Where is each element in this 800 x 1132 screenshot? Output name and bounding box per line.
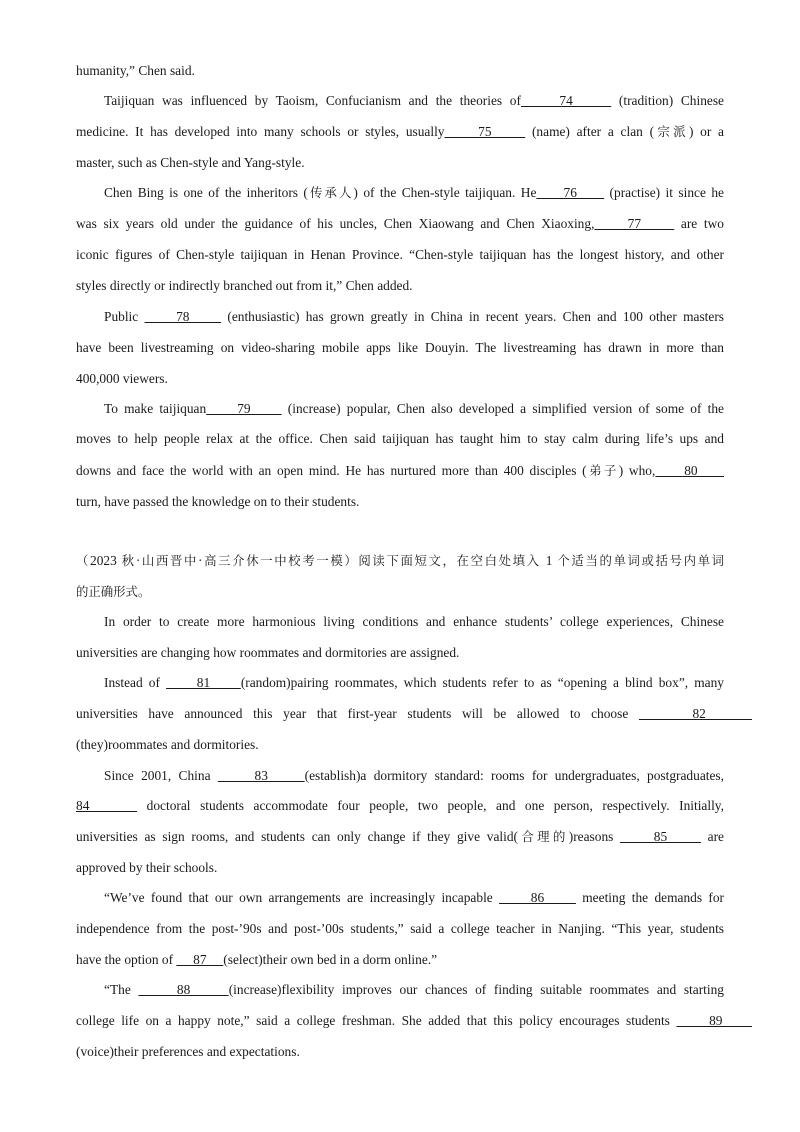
answer-blank-84[interactable]: 84 [76,798,138,813]
header-line [76,583,724,601]
passage-line: universities as sign rooms, and students can only change if they give valid(合理的)reasons 85 are [76,829,724,844]
passage-line: “The 88 (increase)flexibility improves our chances of finding suitable roommates and starting [104,982,725,997]
cjk-text: 合理的 [517,829,569,844]
passage-line: Instead of 81 (random)pairing roommates, which students refer to as “opening a blind box”, many [104,675,724,690]
answer-blank-77[interactable]: 77 [594,216,675,231]
passage-line: “We’ve found that our own arrangements are increasingly incapable 86 meeting the demands for [104,890,724,905]
cjk-text: 传承人 [307,185,354,200]
passage-line: In order to create more harmonious living conditions and enhance students’ college experiences, Chinese [104,614,724,629]
passage-line: approved by their schools. [76,860,218,875]
passage-line: medicine. It has developed into many schools or styles, usually 75 (name) after a clan (宗派) or a [76,124,725,139]
passage-line: Since 2001, China 83 (establish)a dormitory standard: rooms for undergraduates, postgraduates, [104,768,724,783]
cjk-text: 高三介休一中校考一模）阅读下面短文，在空白处填入 [202,553,541,568]
cjk-text: 秋 [121,553,136,568]
passage-line: Taijiquan was influenced by Taoism, Confucianism and the theories of 74 (tradition) Chinese [104,93,724,108]
passage-line: turn, have passed the knowledge on to their students. [76,494,360,509]
passage-line: Public 78 (enthusiastic) has grown greatly in China in recent years. Chen and 100 other masters [104,309,724,324]
passage-line: independence from the post-’90s and post-’00s students,” said a college teacher in Nanjing. “This year, students [76,921,724,936]
passage-line: have been livestreaming on video-sharing mobile apps like Douyin. The livestreaming has drawn in more than [76,340,724,355]
answer-blank-76[interactable]: 76 [536,185,605,200]
cjk-text: 个适当的单词或括号内单词 [557,553,725,568]
cjk-text: （ [76,553,91,568]
passage-line: (they)roommates and dormitories. [76,737,259,752]
answer-blank-89[interactable]: 89 [676,1013,752,1028]
answer-blank-81[interactable]: 81 [166,675,241,690]
passage-line: universities are changing how roommates and dormitories are assigned. [76,645,460,660]
answer-blank-86[interactable]: 86 [499,890,576,905]
answer-blank-87[interactable]: 87 [176,952,224,967]
passage-line: Chen Bing is one of the inheritors (传承人) of the Chen-style taijiquan. He 76 (practise) it since he [104,185,724,200]
passage-line: was six years old under the guidance of his uncles, Chen Xiaowang and Chen Xiaoxing, 77 are two [76,216,724,231]
passage-line: 400,000 viewers. [76,371,168,386]
answer-blank-74[interactable]: 74 [520,93,612,108]
passage-line: iconic figures of Chen-style taijiquan in Henan Province. “Chen-style taijiquan has the longest history, and other [76,247,724,262]
answer-blank-75[interactable]: 75 [444,124,526,139]
passage-line: master, such as Chen-style and Yang-style. [76,155,305,170]
passage-line: college life on a happy note,” said a college freshman. She added that this policy encourages students 89 [76,1013,752,1028]
passage-line: To make taijiquan 79 (increase) popular, Chen also developed a simplified version of some of the [104,401,724,416]
passage-line: moves to help people relax at the office. Chen said taijiquan has taught him to stay calm during life’s ups and [76,431,724,446]
passage-line: have the option of 87 (select)their own bed in a dorm online.” [76,952,438,967]
passage-line: universities have announced this year that first-year students will be allowed to choose 82 [76,706,752,721]
answer-blank-82[interactable]: 82 [638,706,752,721]
header-line: （2023 秋·山西晋中·高三介休一中校考一模）阅读下面短文，在空白处填入 1 个适当的单词或括号内单词 [76,553,725,568]
cjk-text: 弟子 [586,463,619,478]
passage-line: downs and face the world with an open mind. He has nurtured more than 400 disciples (弟子) who, 80 [76,463,725,478]
cjk-text: 宗派 [654,124,689,139]
answer-blank-78[interactable]: 78 [144,309,222,324]
cjk-text: 的正确形式。 [76,584,151,599]
answer-blank-83[interactable]: 83 [217,768,305,783]
cjk-text: 山西晋中 [140,553,199,568]
answer-blank-79[interactable]: 79 [206,401,282,416]
answer-blank-88[interactable]: 88 [138,982,229,997]
passage-line: (voice)their preferences and expectations. [76,1044,300,1059]
answer-blank-85[interactable]: 85 [620,829,701,844]
passage-line: humanity,” Chen said. [76,63,195,78]
passage-line: styles directly or indirectly branched out from it,” Chen added. [76,278,413,293]
passage-line: 84 doctoral students accommodate four people, two people, and one person, respectively. Initially, [76,798,724,813]
answer-blank-80[interactable]: 80 [655,463,725,478]
